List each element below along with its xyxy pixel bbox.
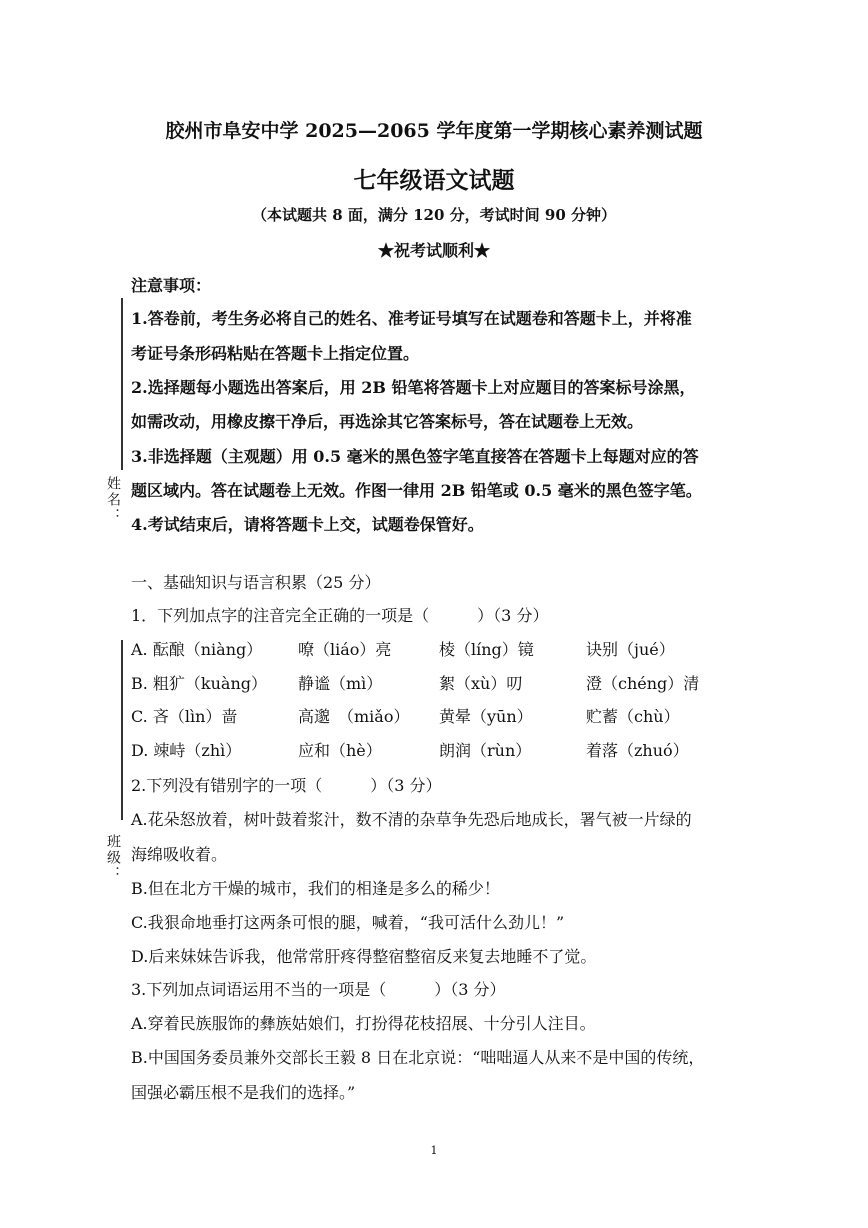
binding-line [121, 640, 123, 820]
q2-option-line: A.花朵怒放着，树叶鼓着浆汁，数不清的杂草争先恐后地成长，署气被一片绿的 [131, 810, 692, 829]
page-number: 1 [430, 1144, 438, 1157]
q1-option-c: C. 吝（lìn）啬 [131, 707, 238, 726]
q3-option-line: B.中国国务委员兼外交部长王毅 8 日在北京说：“咄咄逼人从来不是中国的传统， [131, 1048, 705, 1067]
q1-option-d: 朗润（rùn） [439, 741, 532, 760]
q2-option-line: B.但在北方干燥的城市，我们的相逢是多么的稀少！ [131, 879, 500, 898]
q1-option-d: 着落（zhuó） [586, 741, 689, 760]
q1-option-a: 诀别（jué） [586, 640, 675, 659]
question-2-stem: 2.下列没有错别字的一项（ ）（3 分） [131, 776, 442, 795]
notice-line: 2.选择题每小题选出答案后，用 2B 铅笔将答题卡上对应题目的答案标号涂黑， [131, 378, 696, 397]
question-3-stem: 3.下列加点词语运用不当的一项是（ ）（3 分） [131, 980, 506, 999]
q3-option-line: A.穿着民族服饰的彝族姑娘们，打扮得花枝招展、十分引人注目。 [131, 1014, 596, 1033]
notice-heading: 注意事项： [131, 276, 212, 295]
notice-line: 考证号条形码粘贴在答题卡上指定位置。 [131, 344, 420, 363]
q2-option-line: 海绵吸收着。 [131, 845, 228, 864]
exam-info: （本试题共 8 面，满分 120 分，考试时间 90 分钟） [252, 206, 616, 224]
binding-line [121, 298, 123, 470]
class-label: 班级： [105, 834, 121, 882]
q3-option-line: 国强必霸压根不是我们的选择。” [131, 1083, 356, 1102]
notice-line: 3.非选择题（主观题）用 0.5 毫米的黑色签字笔直接答在答题卡上每题对应的答 [131, 447, 699, 466]
q1-option-d: D. 竦峙（zhì） [131, 741, 242, 760]
q1-option-c: 黄晕（yūn） [439, 707, 533, 726]
school-title: 胶州市阜安中学 2025—2065 学年度第一学期核心素养测试题 [165, 120, 703, 142]
q1-option-c: 高邈 （miǎo） [298, 707, 410, 726]
question-1-stem: 1．下列加点字的注音完全正确的一项是（ ）（3 分） [131, 606, 549, 625]
subject-title: 七年级语文试题 [353, 167, 515, 194]
q1-option-b: 澄（chéng）清 [586, 674, 700, 693]
q1-option-b: 絮（xù）叨 [439, 674, 523, 693]
q2-option-line: C.我狠命地垂打这两条可恨的腿，喊着，“我可活什么劲儿！” [131, 913, 565, 932]
q1-option-c: 贮蓄（chù） [586, 707, 680, 726]
q1-option-d: 应和（hè） [298, 741, 382, 760]
q1-option-a: 棱（líng）镜 [439, 640, 534, 659]
exam-wish: ★祝考试顺利★ [377, 241, 490, 260]
notice-line: 题区域内。答在试题卷上无效。作图一律用 2B 铅笔或 0.5 毫米的黑色签字笔。 [131, 481, 702, 500]
q2-option-line: D.后来妹妹告诉我，他常常肝疼得整宿整宿反来复去地睡不了觉。 [131, 947, 597, 966]
notice-line: 1.答卷前，考生务必将自己的姓名、准考证号填写在试题卷和答题卡上，并将准 [131, 309, 692, 328]
section-title: 一、基础知识与语言积累（25 分） [131, 573, 381, 592]
q1-option-b: 静谧（mì） [298, 674, 383, 693]
q1-option-a: A. 酝酿（niàng） [131, 640, 263, 659]
name-label: 姓名： [105, 476, 121, 524]
q1-option-b: B. 粗犷（kuàng） [131, 674, 268, 693]
notice-line: 4.考试结束后，请将答题卡上交，试题卷保管好。 [131, 515, 484, 534]
q1-option-a: 嘹（liáo）亮 [298, 640, 392, 659]
notice-line: 如需改动，用橡皮擦干净后，再选涂其它答案标号，答在试题卷上无效。 [131, 412, 644, 431]
